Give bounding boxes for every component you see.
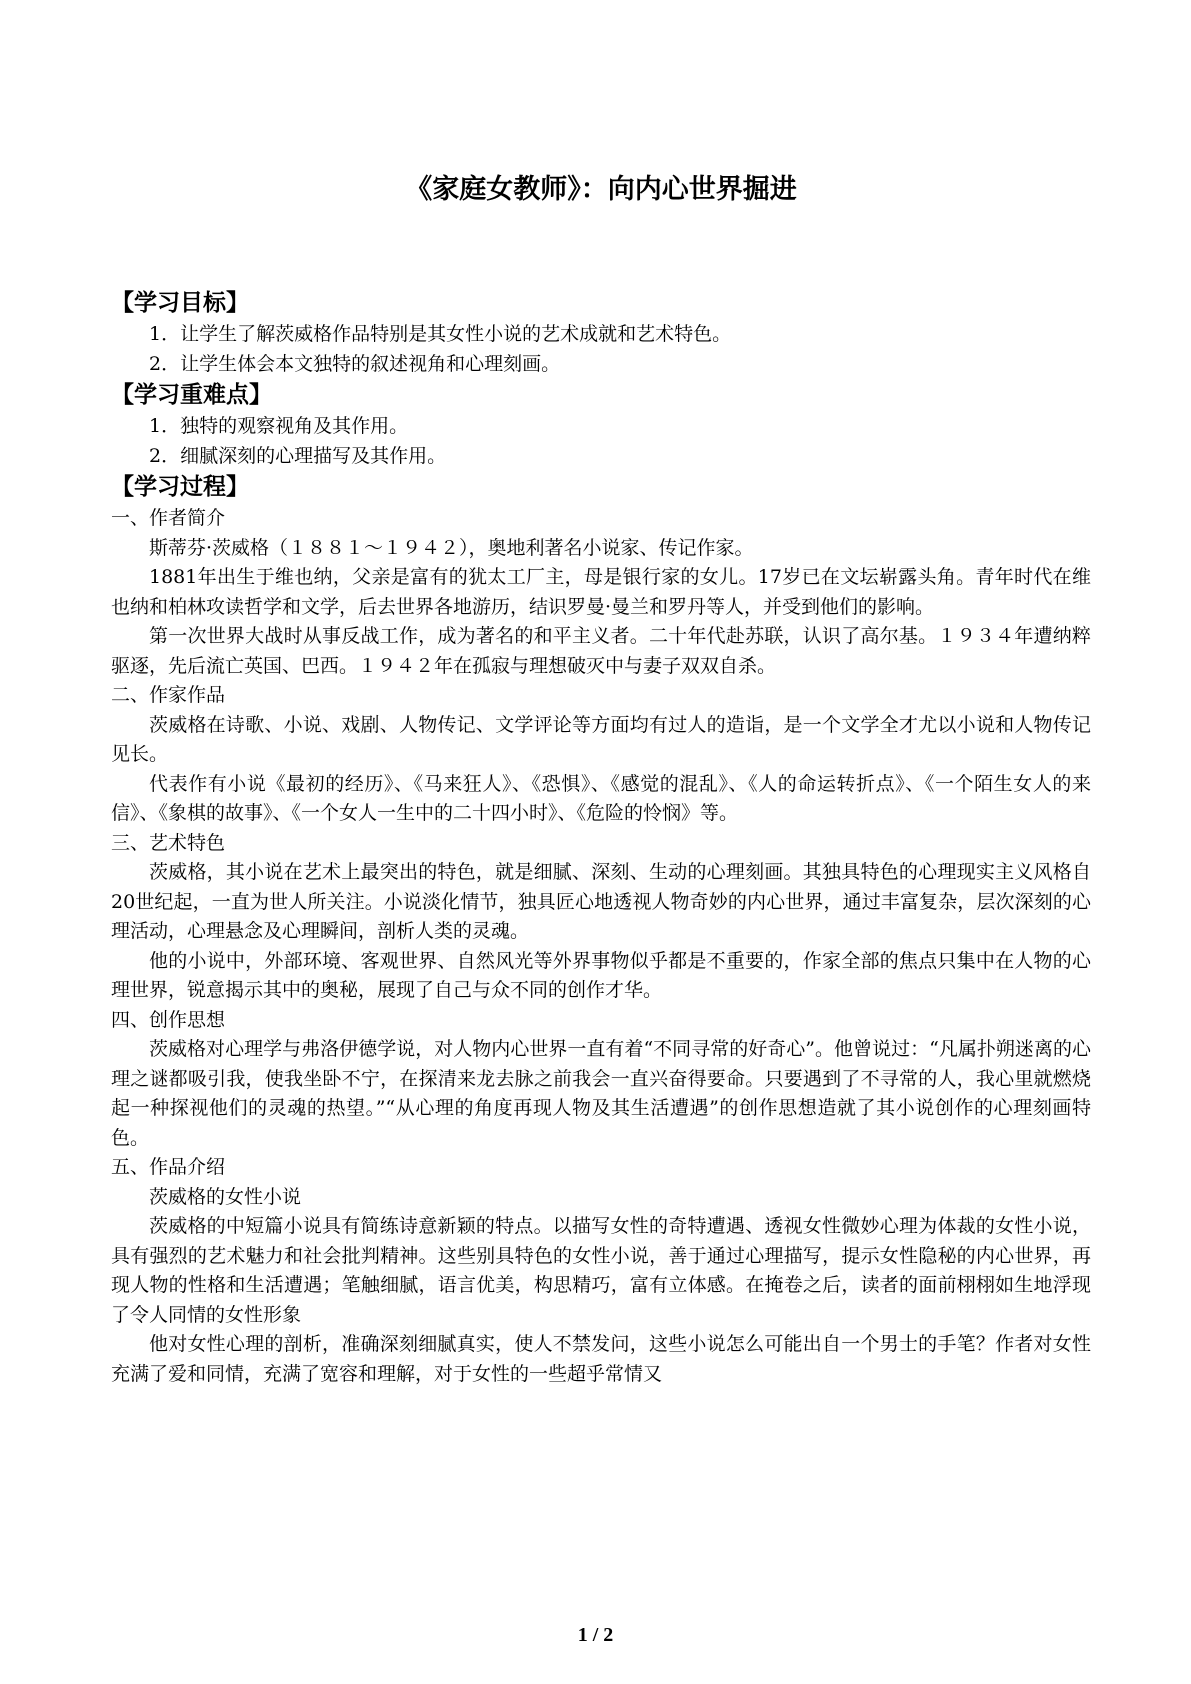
section-heading-objectives: 【学习目标】	[111, 290, 249, 316]
paragraph: 茨威格，其小说在艺术上最突出的特色，就是细腻、深刻、生动的心理刻画。其独具特色的心理现实主义风格自20世纪起，一直为世人所关注。小说淡化情节，独具匠心地透视人物奇妙的内心世界，通过丰富复杂，层次深刻的心理活动，心理悬念及心理瞬间，剖析人类的灵魂。	[111, 861, 1091, 942]
paragraph: 茨威格在诗歌、小说、戏剧、人物传记、文学评论等方面均有过人的造诣，是一个文学全才尤以小说和人物传记见长。	[111, 713, 1091, 765]
paragraph: 他对女性心理的剖析，准确深刻细腻真实，使人不禁发问，这些小说怎么可能出自一个男士的手笔？作者对女性充满了爱和同情，充满了宽容和理解，对于女性的一些超乎常情又	[111, 1333, 1091, 1385]
paragraph: 茨威格对心理学与弗洛伊德学说，对人物内心世界一直有着“不同寻常的好奇心”。他曾说过：“凡属扑朔迷离的心理之谜都吸引我，使我坐卧不宁，在探清来龙去脉之前我会一直兴奋得要命。只要遇到了不寻常的人，我心里就燃烧起一种探视他们的灵魂的热望。”“从心理的角度再现人物及其生活遭遇”的创作思想造就了其小说创作的心理刻画特色。	[111, 1038, 1091, 1149]
subsection-heading-works: 二、作家作品	[111, 684, 226, 706]
subsection-heading-thought: 四、创作思想	[111, 1008, 226, 1031]
section-heading-process: 【学习过程】	[111, 474, 249, 500]
paragraph: 斯蒂芬·茨威格（１８８１～１９４２），奥地利著名小说家、传记作家。	[149, 536, 754, 559]
subsection-heading-features: 三、艺术特色	[111, 831, 226, 854]
page-title: 《家庭女教师》：向内心世界掘进	[405, 174, 797, 205]
page-number: 1 / 2	[577, 1624, 614, 1646]
objective-item: 1．让学生了解茨威格作品特别是其女性小说的艺术成就和艺术特色。	[149, 323, 732, 345]
paragraph: 茨威格的中短篇小说具有简练诗意新颖的特点。以描写女性的奇特遭遇、透视女性微妙心理为体裁的女性小说，具有强烈的艺术魅力和社会批判精神。这些别具特色的女性小说，善于通过心理描写，提示女性隐秘的内心世界，再现人物的性格和生活遭遇；笔触细腻，语言优美，构思精巧，富有立体感。在掩卷之后，读者的面前栩栩如生地浮现了令人同情的女性形象	[111, 1215, 1091, 1326]
section-heading-key-points: 【学习重难点】	[111, 382, 272, 408]
sub-heading: 茨威格的女性小说	[149, 1185, 302, 1208]
page-content	[111, 165, 1091, 1389]
paragraph: 第一次世界大战时从事反战工作，成为著名的和平主义者。二十年代赴苏联，认识了高尔基。１９３４年遭纳粹驱逐，先后流亡英国、巴西。１９４２年在孤寂与理想破灭中与妻子双双自杀。	[111, 625, 1091, 677]
paragraph: 1881年出生于维也纳，父亲是富有的犹太工厂主，母是银行家的女儿。17岁已在文坛崭露头角。青年时代在维也纳和柏林攻读哲学和文学，后去世界各地游历，结识罗曼·曼兰和罗丹等人，并受到他们的影响。	[111, 566, 1091, 618]
subsection-heading-author: 一、作者简介	[111, 507, 226, 529]
paragraph: 他的小说中，外部环境、客观世界、自然风光等外界事物似乎都是不重要的，作家全部的焦点只集中在人物的心理世界，锐意揭示其中的奥秘，展现了自己与众不同的创作才华。	[111, 949, 1091, 1001]
key-point-item: 1．独特的观察视角及其作用。	[149, 415, 409, 437]
objective-item: 2．让学生体会本文独特的叙述视角和心理刻画。	[149, 352, 561, 375]
paragraph: 代表作有小说《最初的经历》、《马来狂人》、《恐惧》、《感觉的混乱》、《人的命运转折点》、《一个陌生女人的来信》、《象棋的故事》、《一个女人一生中的二十四小时》、《危险的怜悯》等。	[111, 772, 1091, 824]
subsection-heading-intro: 五、作品介绍	[111, 1156, 226, 1178]
spacer	[111, 215, 1091, 287]
key-point-item: 2．细腻深刻的心理描写及其作用。	[149, 444, 447, 467]
